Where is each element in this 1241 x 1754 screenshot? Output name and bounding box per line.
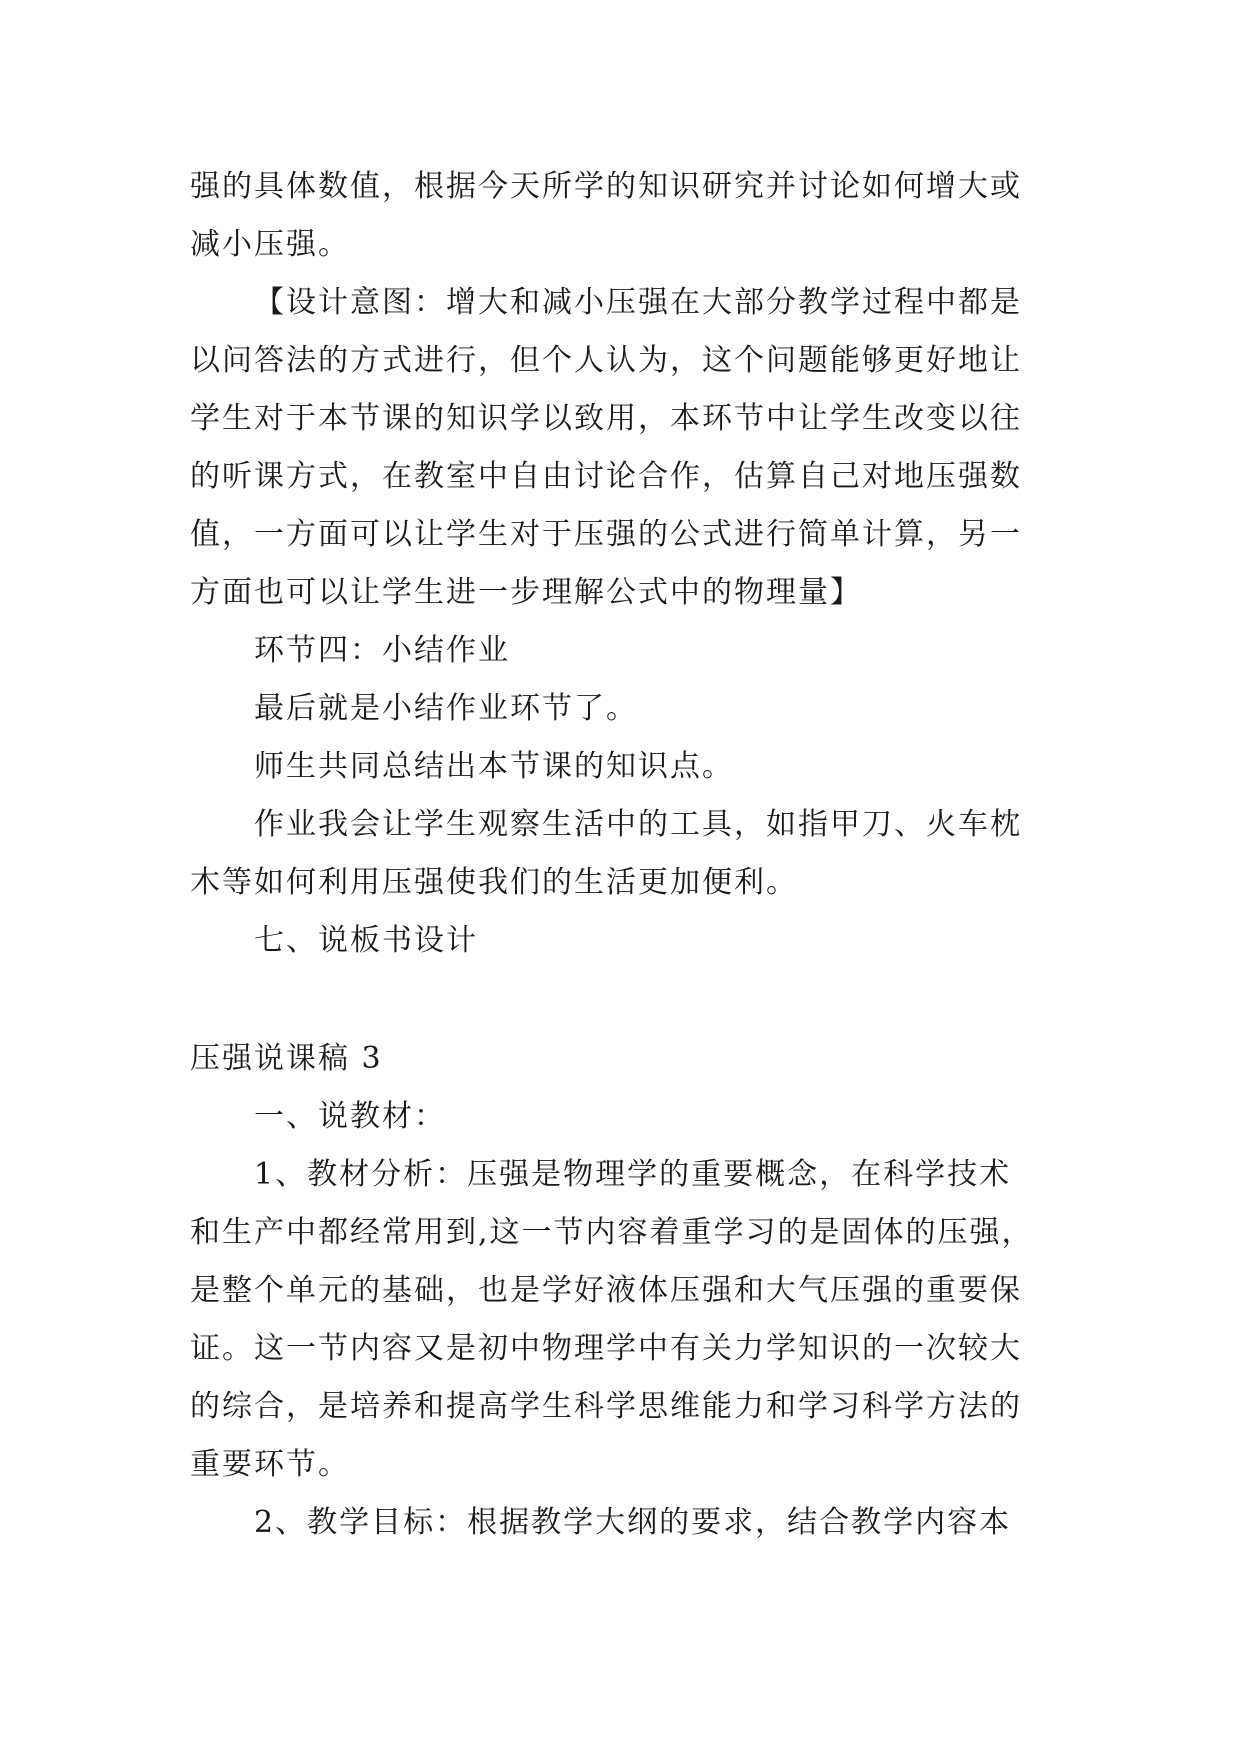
new-section [190,1088,1050,1552]
text-line: 方面也可以让学生进一步理解公式中的物理量】 [190,575,862,610]
text-line: 环节四：小结作业 [254,633,510,668]
text-line: 学生对于本节课的知识学以致用，本环节中让学生改变以往 [190,401,1022,436]
section-title: 压强说课稿 3 [190,1041,383,1076]
text-line: 证。这一节内容又是初中物理学中有关力学知识的一次较大 [190,1331,1022,1366]
text-line: 2、教学目标：根据教学大纲的要求，结合教学内容本 [254,1505,1012,1540]
text-line: 七、说板书设计 [254,923,478,958]
text-line: 木等如何利用压强使我们的生活更加便利。 [190,865,798,900]
text-line: 减小压强。 [190,227,350,262]
text-line: 【设计意图：增大和减小压强在大部分教学过程中都是 [254,285,1022,320]
text-line: 1、教材分析：压强是物理学的重要概念，在科学技术 [254,1157,1012,1192]
text-line: 师生共同总结出本节课的知识点。 [254,749,734,784]
text-line: 一、说教材： [254,1099,446,1134]
text-line: 的听课方式，在教室中自由讨论合作，估算自己对地压强数 [190,459,1022,494]
text-line: 的综合，是培养和提高学生科学思维能力和学习科学方法的 [190,1389,1022,1424]
section-gap [190,970,1050,1030]
text-line: 重要环节。 [190,1447,350,1482]
document-body [190,158,1050,1552]
continued-section [190,158,1050,970]
text-line: 和生产中都经常用到,这一节内容着重学习的是固体的压强， [190,1215,1034,1250]
text-line: 值，一方面可以让学生对于压强的公式进行简单计算，另一 [190,517,1022,552]
text-line: 作业我会让学生观察生活中的工具，如指甲刀、火车枕 [254,807,1022,842]
text-line: 最后就是小结作业环节了。 [254,691,638,726]
text-line: 强的具体数值，根据今天所学的知识研究并讨论如何增大或 [190,169,1022,204]
text-line: 以问答法的方式进行，但个人认为，这个问题能够更好地让 [190,343,1022,378]
text-line: 是整个单元的基础，也是学好液体压强和大气压强的重要保 [190,1273,1022,1308]
